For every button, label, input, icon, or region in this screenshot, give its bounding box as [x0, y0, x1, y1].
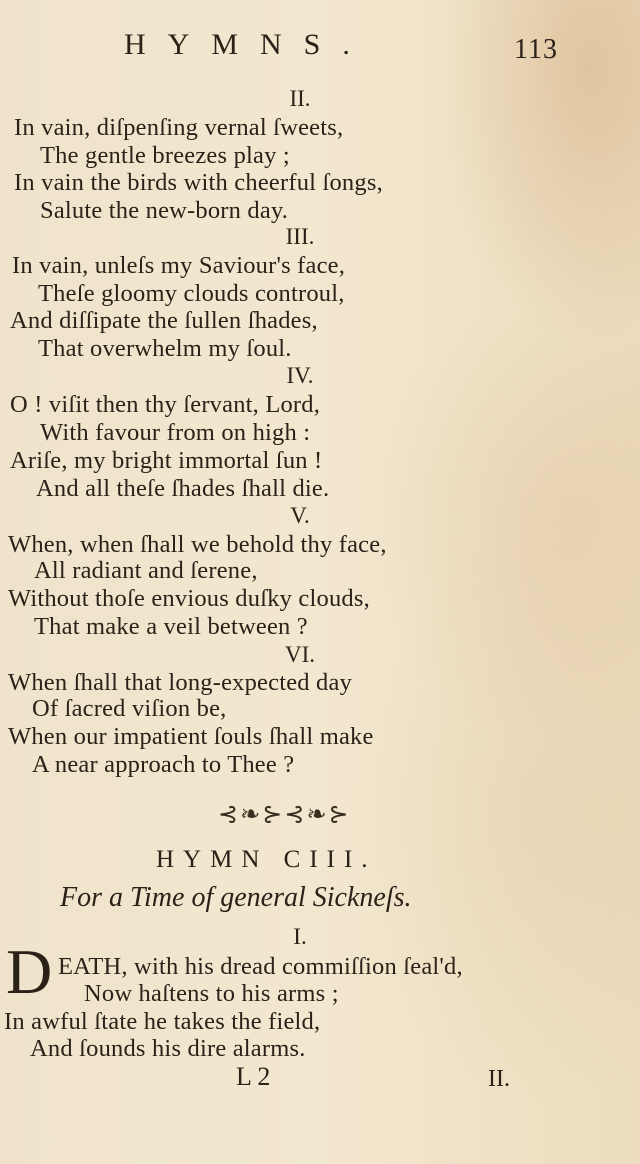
- verse-line: Without thoſe envious duſky clouds,: [8, 585, 370, 612]
- verse-line: In vain, diſpenſing vernal ſweets,: [14, 114, 344, 141]
- verse-line: All radiant and ſerene,: [34, 557, 258, 584]
- stanza-number-3: III.: [285, 224, 315, 249]
- catchword: II.: [488, 1066, 510, 1092]
- verse-line: Now haſtens to his arms ;: [84, 980, 339, 1007]
- verse-line: Of ſacred viſion be,: [32, 695, 227, 722]
- hymn-subtitle: For a Time of general Sickneſs.: [60, 882, 412, 913]
- hymn-title: HYMN CIII.: [156, 846, 377, 873]
- verse-line: In vain the birds with cheerful ſongs,: [14, 169, 383, 196]
- verse-line: With favour from on high :: [40, 419, 311, 446]
- running-head: HYMNS.: [124, 28, 372, 61]
- stanza-number-5: V.: [290, 503, 310, 528]
- verse-line: EATH, with his dread commiſſion ſeal'd,: [58, 953, 463, 980]
- verse-line: When our impatient ſouls ſhall make: [8, 723, 374, 750]
- verse-line: Salute the new-born day.: [40, 197, 289, 224]
- stanza-number-4: IV.: [286, 363, 314, 388]
- drop-cap: D: [6, 936, 53, 1007]
- verse-line: That overwhelm my ſoul.: [38, 335, 292, 362]
- stanza-number-6: VI.: [284, 642, 316, 667]
- verse-line: In awful ſtate he takes the field,: [4, 1008, 321, 1035]
- verse-line: Ariſe, my bright immortal ſun !: [10, 447, 323, 474]
- verse-line: In vain, unleſs my Saviour's face,: [12, 252, 346, 279]
- verse-line: When, when ſhall we behold thy face,: [8, 531, 387, 558]
- verse-line: And all theſe ſhades ſhall die.: [36, 475, 330, 502]
- signature-mark: L 2: [236, 1062, 271, 1091]
- verse-line: And diſſipate the ſullen ſhades,: [10, 307, 318, 334]
- verse-line: And ſounds his dire alarms.: [30, 1035, 306, 1062]
- verse-line: O ! viſit then thy ſervant, Lord,: [10, 391, 321, 418]
- verse-line: That make a veil between ?: [34, 613, 308, 640]
- stanza-number-1: I.: [293, 924, 307, 949]
- verse-line: The gentle breezes play ;: [40, 142, 290, 169]
- verse-line: A near approach to Thee ?: [32, 751, 295, 778]
- page-number: 113: [514, 34, 558, 65]
- stanza-number-2: II.: [289, 86, 311, 111]
- printer-ornament: ⊰❧⊱⊰❧⊱: [218, 802, 351, 828]
- verse-line: When ſhall that long-expected day: [8, 669, 353, 696]
- verse-line: Theſe gloomy clouds controul,: [38, 280, 345, 307]
